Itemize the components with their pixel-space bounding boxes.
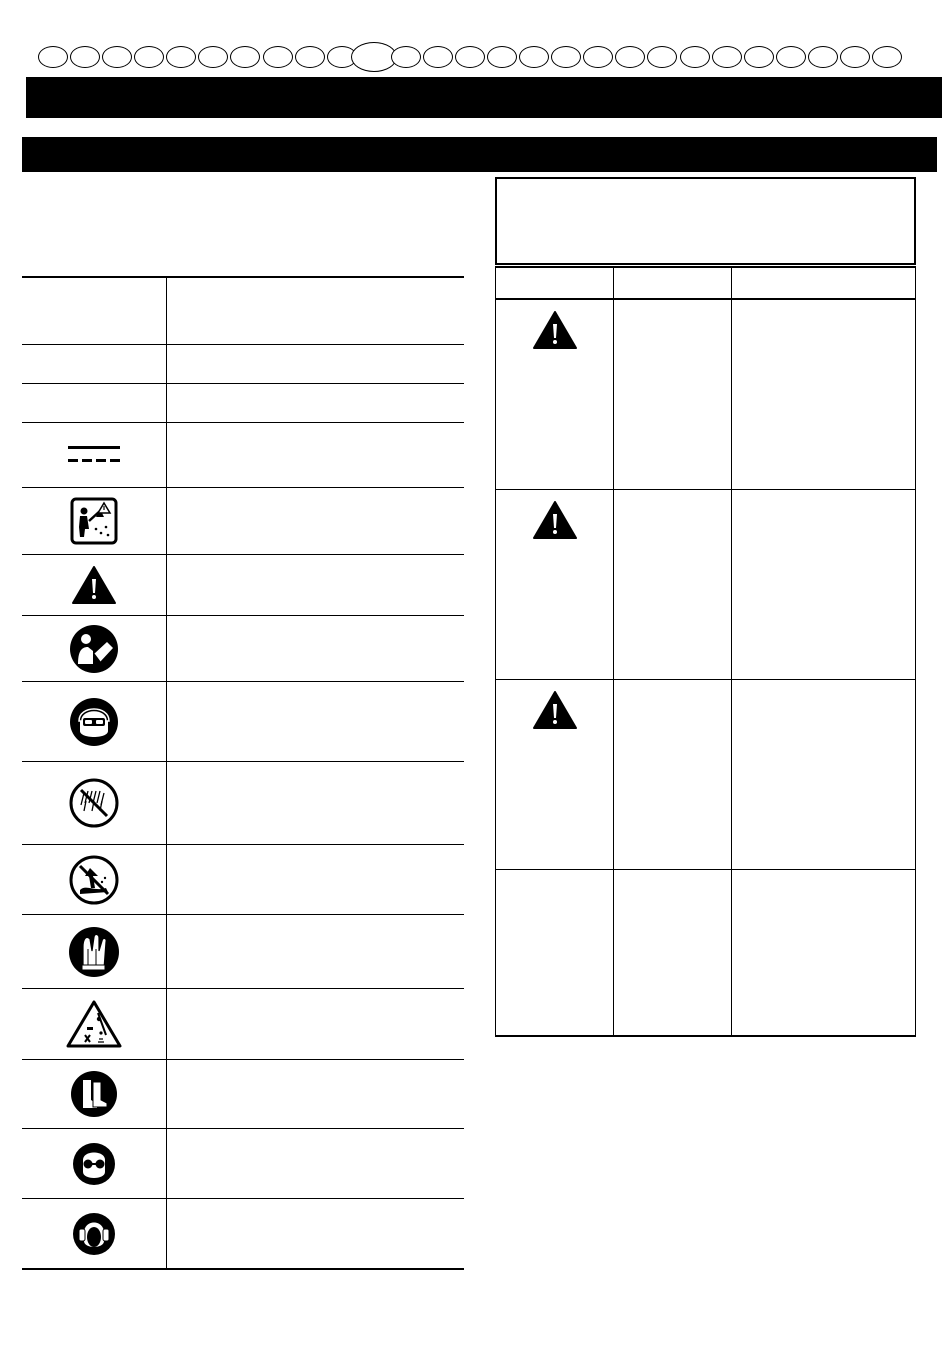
symbol-cell xyxy=(496,300,614,489)
no-debris-icon xyxy=(68,854,120,906)
language-tab[interactable] xyxy=(134,46,164,68)
language-tab[interactable] xyxy=(519,46,549,68)
read-manual-icon xyxy=(69,624,119,674)
language-tab[interactable] xyxy=(712,46,742,68)
gloves-icon xyxy=(68,925,120,979)
symbol-cell xyxy=(22,682,167,761)
language-tab[interactable] xyxy=(166,46,196,68)
language-tab[interactable] xyxy=(615,46,645,68)
ear-protection-icon xyxy=(72,1211,116,1257)
description-cell xyxy=(167,423,464,487)
symbols-table-header xyxy=(22,278,464,344)
symbol-cell xyxy=(496,680,614,869)
keep-distance-icon xyxy=(65,999,123,1049)
language-tab[interactable] xyxy=(647,46,677,68)
symbol-cell xyxy=(496,870,614,1035)
language-tab[interactable] xyxy=(744,46,774,68)
head-protection-icon xyxy=(69,697,119,747)
no-rain-icon xyxy=(68,777,120,829)
language-tab[interactable] xyxy=(583,46,613,68)
symbol-cell xyxy=(496,490,614,679)
language-tab[interactable] xyxy=(872,46,902,68)
language-tab[interactable] xyxy=(198,46,228,68)
symbol-cell xyxy=(22,555,167,615)
language-tab[interactable] xyxy=(70,46,100,68)
warning-triangle-icon xyxy=(532,500,578,540)
signal-word-cell xyxy=(614,870,732,1035)
header-bar-title xyxy=(26,86,36,103)
language-tab[interactable] xyxy=(551,46,581,68)
language-tab[interactable] xyxy=(840,46,870,68)
signal-column-header xyxy=(614,268,732,298)
description-cell xyxy=(167,845,464,914)
signal-word-cell xyxy=(614,680,732,869)
section-bar-title xyxy=(22,146,32,163)
language-tab[interactable] xyxy=(263,46,293,68)
symbol-cell xyxy=(22,616,167,681)
symbol-cell xyxy=(22,845,167,914)
symbols-table xyxy=(22,276,464,1270)
table-row xyxy=(22,422,464,487)
table-row xyxy=(22,554,464,615)
signal-word-cell xyxy=(614,300,732,489)
table-row xyxy=(22,344,464,383)
dc-current-icon xyxy=(66,443,122,467)
description-cell xyxy=(167,1060,464,1128)
table-row xyxy=(496,489,915,679)
warning-triangle-icon xyxy=(532,690,578,730)
language-tab[interactable] xyxy=(455,46,485,68)
symbol-cell xyxy=(22,345,167,383)
symbol-cell xyxy=(22,1060,167,1128)
description-cell xyxy=(167,384,464,422)
description-cell xyxy=(167,682,464,761)
language-tab[interactable] xyxy=(776,46,806,68)
table-row xyxy=(22,383,464,422)
description-column-header xyxy=(167,278,464,344)
description-cell xyxy=(167,762,464,844)
language-tab[interactable] xyxy=(230,46,260,68)
signal-words-header xyxy=(496,266,915,300)
symbol-cell xyxy=(22,423,167,487)
table-row xyxy=(22,615,464,681)
meaning-cell xyxy=(732,870,915,1035)
symbol-column-header xyxy=(22,278,167,344)
symbol-cell xyxy=(22,762,167,844)
section-bar xyxy=(22,137,937,172)
warning-triangle-icon xyxy=(532,310,578,350)
signal-words-table xyxy=(495,266,916,1037)
warning-triangle-icon xyxy=(71,565,117,605)
language-tab[interactable] xyxy=(391,46,421,68)
description-cell xyxy=(167,555,464,615)
symbol-cell xyxy=(22,384,167,422)
symbol-cell xyxy=(22,989,167,1059)
table-row xyxy=(496,300,915,489)
language-tab[interactable] xyxy=(487,46,517,68)
symbol-cell xyxy=(22,915,167,988)
description-cell xyxy=(167,1129,464,1198)
description-cell xyxy=(167,616,464,681)
description-cell xyxy=(167,1199,464,1268)
signal-word-cell xyxy=(614,490,732,679)
meaning-cell xyxy=(732,300,915,489)
language-tab[interactable] xyxy=(38,46,68,68)
table-row xyxy=(22,681,464,761)
eye-protection-icon xyxy=(72,1142,116,1186)
description-cell xyxy=(167,989,464,1059)
description-cell xyxy=(167,345,464,383)
language-tab[interactable] xyxy=(423,46,453,68)
table-row xyxy=(22,1059,464,1128)
language-tab[interactable] xyxy=(102,46,132,68)
symbol-cell xyxy=(22,1129,167,1198)
language-tab[interactable] xyxy=(808,46,838,68)
table-row xyxy=(496,679,915,869)
table-row xyxy=(22,988,464,1059)
signal-words-intro xyxy=(495,177,916,265)
table-row xyxy=(22,487,464,554)
language-tab[interactable] xyxy=(680,46,710,68)
table-row xyxy=(22,1128,464,1198)
language-tab-row xyxy=(30,42,910,72)
language-tab[interactable] xyxy=(295,46,325,68)
table-row xyxy=(22,761,464,844)
table-row xyxy=(22,914,464,988)
header-bar xyxy=(26,77,942,118)
symbol-column-header xyxy=(496,268,614,298)
table-row xyxy=(22,844,464,914)
thrown-objects-warning-icon xyxy=(70,497,118,545)
meaning-cell xyxy=(732,680,915,869)
table-row xyxy=(496,869,915,1035)
symbol-cell xyxy=(22,1199,167,1268)
symbol-cell xyxy=(22,488,167,554)
description-cell xyxy=(167,488,464,554)
meaning-column-header xyxy=(732,268,915,298)
boots-icon xyxy=(70,1070,118,1118)
meaning-cell xyxy=(732,490,915,679)
description-cell xyxy=(167,915,464,988)
table-row xyxy=(22,1198,464,1268)
